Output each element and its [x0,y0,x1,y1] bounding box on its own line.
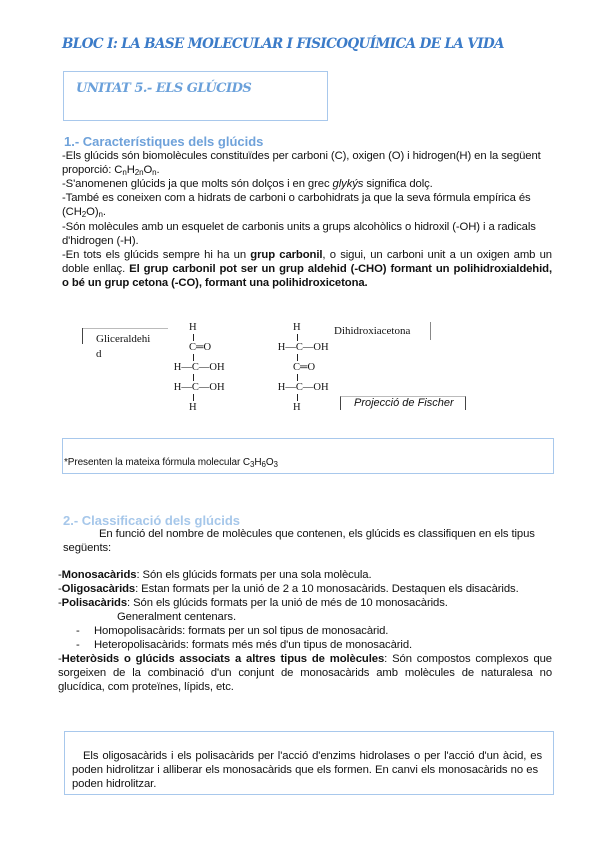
bond-line [193,354,194,361]
list-item: -Oligosacàrids: Estan formats per la unió de 2 a 10 monosacàrids. Destaquen els disacàrids. [58,583,519,595]
bond-line [297,374,298,381]
structure-row: H—C—OH [277,342,329,353]
section-2-heading: 2.- Classificació dels glúcids [63,513,241,528]
paragraph-line: o bé un grup cetona (-CO), formant una polihidroxicetona. [62,277,368,289]
paragraph-line: Generalment centenars. [117,611,236,623]
structure-row: C═O [189,342,212,353]
paragraph-line: $(CH_2O)_n$. [62,206,106,219]
bond-line [297,354,298,361]
paragraph-line: -S'anomenen glúcids ja que molts són dolços i en grec glykýs significa dolç. [62,178,433,190]
note-line: poden hidrolitzar. [72,778,157,790]
paragraph-line: d'hidrogen (-H). [62,235,139,247]
unit-title: UNITAT 5.- ELS GLÚCIDS [76,81,252,96]
unit-title-box [63,71,328,121]
glyceraldehyde-label-wrap: d [96,348,102,360]
structure-row: C═O [293,362,316,373]
sub-list-item: - Homopolisacàrids: formats per un sol tipus de monosacàrid. [76,625,389,637]
bloc-title: BLOC I: LA BASE MOLECULAR I FISICOQUÍMICA DE LA VIDA [62,36,504,52]
note-line: poden hidrolitzar i alliberar els monosacàrids que els formen. En canvi els monosacàrids no es [72,764,538,776]
paragraph-line: -També es coneixen com a hidrats de carboni o carbohidrats ja que la seva fórmula empírica és [62,192,531,204]
bond-line [297,394,298,401]
structure-row: H [293,402,301,413]
bond-line [297,334,298,341]
paragraph-line: -En tots els glúcids sempre hi ha un grup carbonil, o sigui, un carboni unit a un oxigen amb un [62,249,552,261]
dihydroxyacetone-label: Dihidroxiacetona [334,325,411,337]
structure-row: H [293,322,301,333]
structure-row: H—C—OH [173,362,225,373]
paragraph-line: sorgeixen de la combinació d'un conjunt de monosacàrids amb molècules de naturalesa no [58,667,552,679]
glyceraldehyde-label: Gliceraldehi [96,333,151,345]
structure-row: H—C—OH [173,382,225,393]
paragraph-line: proporció: $C_nH_{2n}O_n$. [62,164,160,177]
paragraph-line: doble enllaç. El grup carbonil pot ser un grup aldehid (-CHO) formant un polihidroxialdehid, [62,263,552,275]
bond-line [193,394,194,401]
paragraph-line: glucídica, com proteïnes, lípids, etc. [58,681,234,693]
structure-row: H—C—OH [277,382,329,393]
list-item: -Polisacàrids: Són els glúcids formats per la unió de més de 10 monosacàrids. [58,597,448,609]
paragraph-line: -Són molècules amb un esquelet de carbonis units a grups alcohòlics o hidroxil (-OH) i a radicals [62,221,536,233]
fischer-projection-label: Projecció de Fischer [354,397,454,409]
note-line: Els oligosacàrids i els polisacàrids per l'acció d'enzims hidrolases o per l'acció d'un àcid, es [83,750,542,762]
formula-note: *Presenten la mateixa fórmula molecular $C_3H_6O_3$ [64,457,278,469]
structure-row: H [189,402,197,413]
bond-line [193,334,194,341]
sub-list-item: - Heteropolisacàrids: formats més més d'un tipus de monosacàrid. [76,639,413,651]
bond-line [193,374,194,381]
paragraph-line: següents: [63,542,112,554]
section-1-heading: 1.- Característiques dels glúcids [64,134,264,149]
list-item: -Heteròsids o glúcids associats a altres tipus de molècules: Són compostos complexos que [58,653,552,665]
paragraph-line: En funció del nombre de molècules que contenen, els glúcids es classifiquen en els tipus [99,528,535,540]
paragraph-line: -Els glúcids són biomolècules constituïdes per carboni (C), oxigen (O) i hidrogen(H) en la següent [62,150,541,162]
structure-row: H [189,322,197,333]
list-item: -Monosacàrids: Són els glúcids formats per una sola molècula. [58,569,372,581]
